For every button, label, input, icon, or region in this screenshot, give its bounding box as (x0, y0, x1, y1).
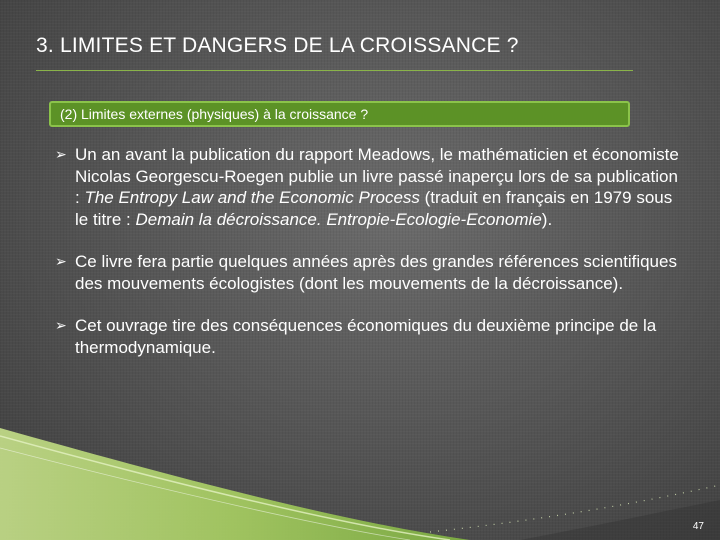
book-title-en: The Entropy Law and the Economic Process (84, 188, 420, 207)
subtitle-banner: (2) Limites externes (physiques) à la croissance ? (49, 101, 630, 127)
bullet-text: Cet ouvrage tire des conséquences économiques du deuxième principe de la thermodynamique. (75, 316, 657, 357)
bullet-text: Un an avant la publication du rapport Meadows, le mathématicien et économiste Nicolas Georgescu-Roegen publie un livre passé inaperçu lors de sa publication : (75, 145, 679, 207)
bullet-item (55, 144, 685, 230)
arrow-right-icon: ➢ (55, 253, 67, 269)
page-number: 47 (692, 521, 704, 532)
bullet-list (55, 144, 685, 358)
slide-title: 3. LIMITES ET DANGERS DE LA CROISSANCE ? (36, 34, 519, 57)
bullet-text: ). (541, 209, 553, 229)
title-underline (36, 70, 633, 71)
bullet-item (55, 251, 685, 294)
bullet-item (55, 315, 685, 358)
arrow-right-icon: ➢ (55, 146, 67, 162)
bullet-text: (traduit en français en 1979 sous le titre : (75, 188, 673, 229)
bullet-text: Ce livre fera partie quelques années après des grandes références scientifiques des mouvements écologistes (dont les mouvements de la décroissance). (75, 252, 677, 293)
book-title-fr: Demain la décroissance. Entropie-Ecologie-Economie (135, 209, 542, 229)
arrow-right-icon: ➢ (55, 317, 67, 333)
